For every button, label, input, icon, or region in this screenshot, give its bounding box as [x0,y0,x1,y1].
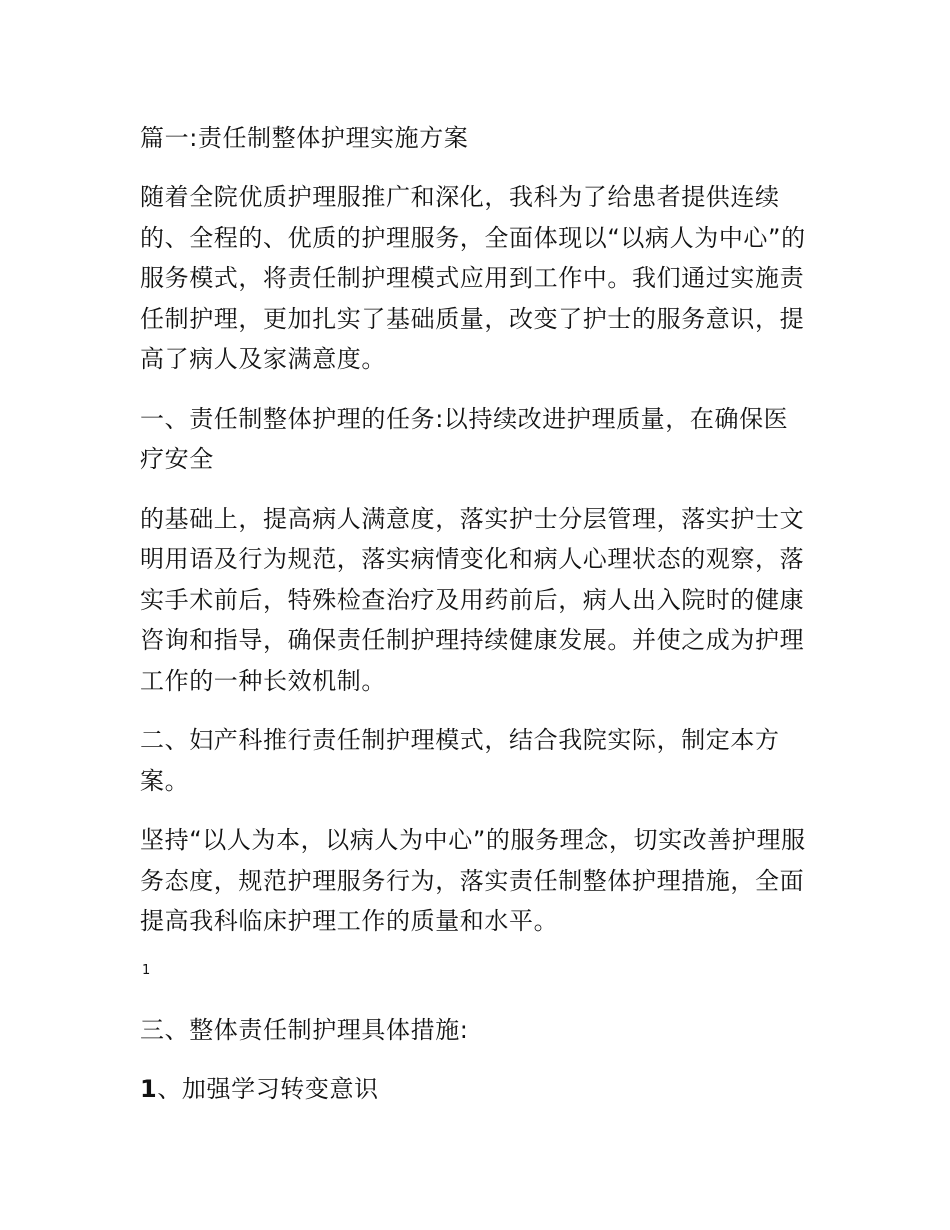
page-number: 1 [142,962,151,978]
list-item-one [140,1069,810,1110]
list-item-text: 、加强学习转变意识 [157,1075,379,1103]
list-item-number: 1 [140,1075,158,1103]
heading-section-three: 三、整体责任制护理具体措施: [140,1015,469,1044]
paragraph-section-one: 一、责任制整体护理的任务:以持续改进护理质量，在确保医疗安全 [140,404,789,473]
paragraph-principle: 坚持“以人为本，以病人为中心”的服务理念，切实改善护理服务态度，规范护理服务行为，落实责任制整体护理措施，全面提高我科临床护理工作的质量和水平。 [140,826,806,935]
paragraph-intro: 随着全院优质护理服推广和深化，我科为了给患者提供连续的、全程的、优质的护理服务，全面体现以“以病人为中心”的服务模式，将责任制护理模式应用到工作中。我们通过实施责任制护理，更加扎实了基础质量，改变了护士的服务意识，提高了病人及家满意度。 [140,183,806,373]
document-page [140,118,810,1129]
document-title: 篇一:责任制整体护理实施方案 [140,124,469,152]
paragraph-section-one-continued: 的基础上，提高病人满意度，落实护士分层管理，落实护士文明用语及行为规范，落实病情变化和病人心理状态的观察，落实手术前后，特殊检查治疗及用药前后，病人出入院时的健康咨询和指导，确保责任制护理持续健康发展。并使之成为护理工作的一种长效机制。 [140,504,805,695]
paragraph-section-two: 二、妇产科推行责任制护理模式，结合我院实际，制定本方案。 [140,726,780,795]
